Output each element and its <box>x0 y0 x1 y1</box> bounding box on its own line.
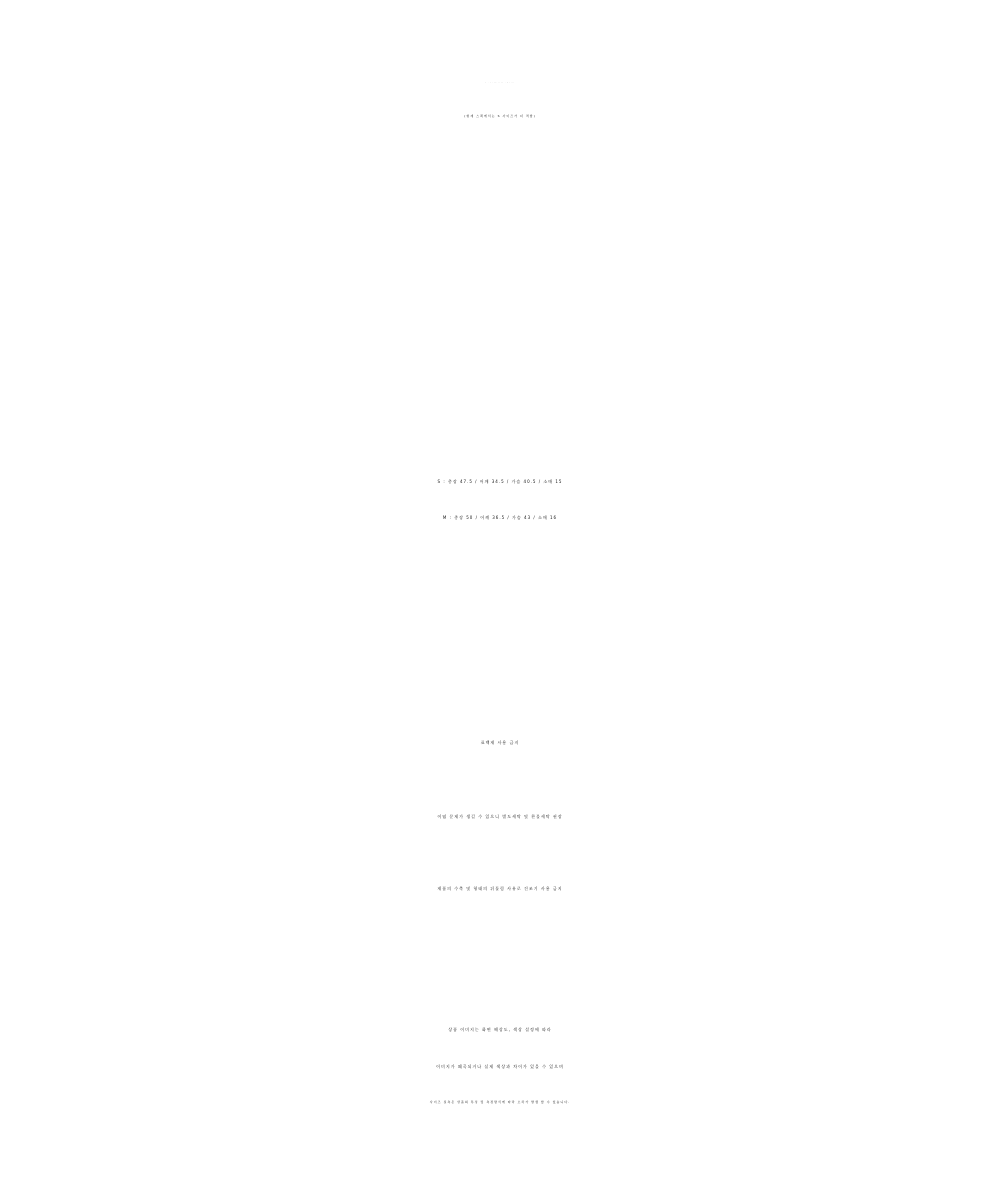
notice-line: 이미지가 왜곡되거나 실제 색상과 차이가 있을 수 있으며 <box>436 1064 564 1069</box>
laundry-item: 이염 문제가 생길 수 있으니 별도세탁 및 찬물세탁 권장 <box>437 814 563 819</box>
laundry-item: 제품의 수축 및 형태의 뒤틀림 사유로 건조기 사용 금지 <box>437 886 563 891</box>
laundry-item: 표백제 사용 금지 <box>480 740 520 745</box>
model-note: (현재 스펙에서는 S 사이즈가 더 적합) <box>464 114 536 118</box>
model-spec <box>0 83 1000 84</box>
measurement-s: S : 총장 47.5 / 어깨 34.5 / 가슴 40.5 / 소매 15 <box>437 479 563 484</box>
notice-line: 상품 이미지는 화면 해상도, 색상 설정에 따라 <box>448 1027 552 1032</box>
measurement-m: M : 총장 50 / 어깨 36.5 / 가슴 43 / 소매 16 <box>442 515 558 520</box>
notice-line: 사이즈 실측은 상품의 특성 및 측정방식에 따라 오차가 발생 할 수 있습니다. <box>429 1100 571 1104</box>
